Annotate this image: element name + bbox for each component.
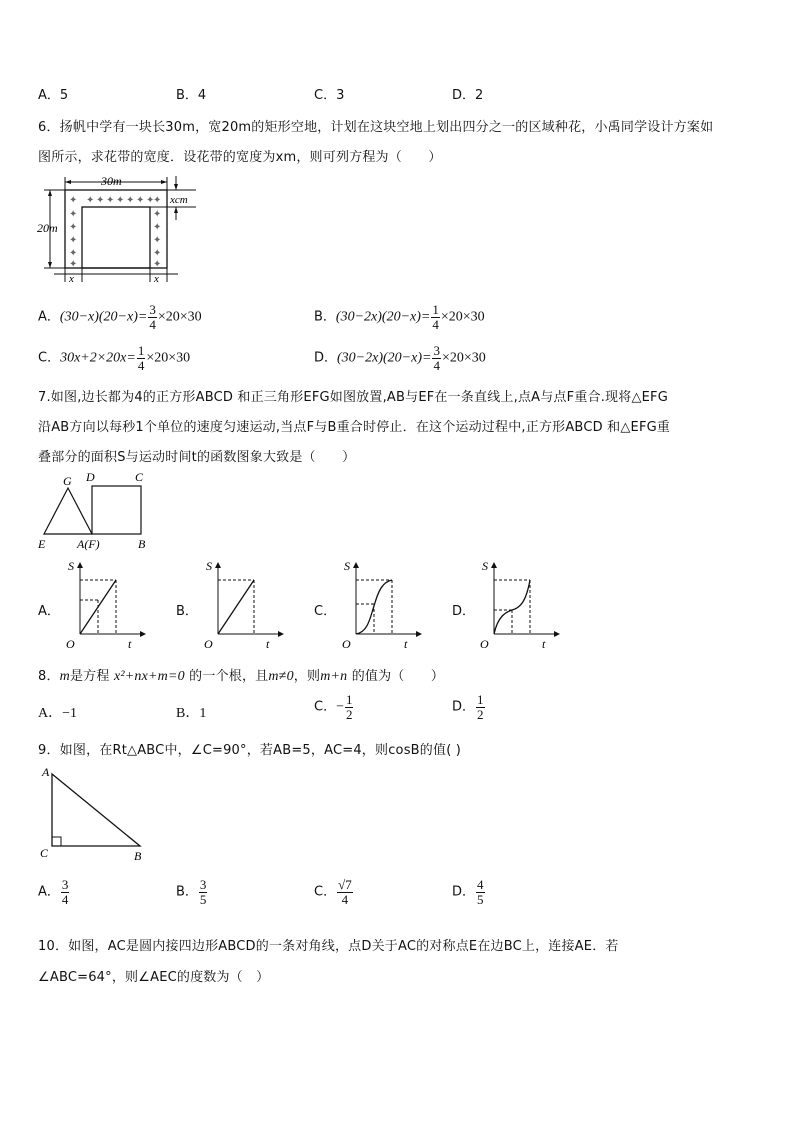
q9-label-c: C xyxy=(40,846,49,860)
q7-square-triangle-figure xyxy=(36,468,166,552)
q9-option-b: B． $\frac{3}{5}$ xyxy=(176,877,207,907)
graph-b-origin: O xyxy=(204,637,213,651)
graph-d-axis-t: t xyxy=(542,637,546,651)
q6-bottom-left-x: x xyxy=(69,273,74,285)
q6-option-b: B．(30−2x)(20−x)= $\frac{1}{4}$ ×20×30 xyxy=(314,302,485,332)
graph-c-origin: O xyxy=(342,637,351,651)
q7-graph-d xyxy=(474,556,564,652)
graph-b-axis-s: S xyxy=(206,559,212,573)
q9-right-triangle-figure xyxy=(36,762,156,866)
q5-option-a: A．5 xyxy=(38,88,69,103)
svg-text:✦: ✦ xyxy=(153,195,162,206)
graph-b-axis-t: t xyxy=(266,637,270,651)
q6-option-d: D．(30−2x)(20−x)= $\frac{3}{4}$ ×20×30 xyxy=(314,343,486,373)
graph-d-axis-s: S xyxy=(482,559,488,573)
q7-stem-line2: 沿AB方向以每秒1个单位的速度匀速运动,当点F与B重合时停止．在这个运动过程中,正方形ABCD 和△EFG重 xyxy=(38,420,671,435)
q7-label-c: C xyxy=(135,470,144,484)
q8-stem: 8．m是方程 x²+nx+m=0 的一个根，且m≠0，则m+n 的值为（ ） xyxy=(38,669,445,684)
svg-text:✦: ✦ xyxy=(96,195,105,206)
q6-top-dimension: 30m xyxy=(101,174,122,188)
q7-graph-c xyxy=(336,556,426,652)
q5-option-b: B．4 xyxy=(176,88,207,103)
svg-text:✦: ✦ xyxy=(69,235,78,246)
q7-label-af: A(F) xyxy=(77,537,100,551)
svg-text:✦: ✦ xyxy=(153,235,162,246)
q6-right-dimension: xcm xyxy=(170,194,188,206)
q7-option-b-label: B． xyxy=(176,604,198,619)
svg-text:✦: ✦ xyxy=(126,195,135,206)
svg-text:✦: ✦ xyxy=(136,195,145,206)
q7-label-g: G xyxy=(63,474,72,488)
q6-option-a: A．(30−x)(20−x)= $\frac{3}{4}$ ×20×30 xyxy=(38,302,202,332)
q6-left-dimension: 20m xyxy=(37,221,58,235)
svg-text:✦: ✦ xyxy=(116,195,125,206)
graph-d-origin: O xyxy=(480,637,489,651)
q9-option-c: C． $\frac{√7}{4}$ xyxy=(314,877,352,907)
q7-label-e: E xyxy=(38,537,46,551)
graph-c-axis-s: S xyxy=(344,559,350,573)
q10-stem-line2: ∠ABC=64°，则∠AEC的度数为（ ） xyxy=(38,970,270,985)
svg-text:✦: ✦ xyxy=(69,195,78,206)
svg-text:✦: ✦ xyxy=(69,259,78,270)
graph-a-origin: O xyxy=(66,637,75,651)
svg-text:✦: ✦ xyxy=(69,248,78,259)
q8-option-a: A．−1 xyxy=(38,706,78,721)
q9-option-d: D． $\frac{4}{5}$ xyxy=(452,877,484,907)
q5-option-d: D．2 xyxy=(452,88,484,103)
svg-text:✦: ✦ xyxy=(153,248,162,259)
q7-graph-a xyxy=(60,556,150,652)
q9-label-b: B xyxy=(134,849,142,863)
q7-graph-b xyxy=(198,556,288,652)
q10-stem-line1: 10．如图，AC是圆内接四边形ABCD的一条对角线，点D关于AC的对称点E在边BC上，连接AE．若 xyxy=(38,939,619,954)
q7-stem-line3: 叠部分的面积S与运动时间t的函数图象大致是（ ） xyxy=(38,450,356,465)
graph-a-axis-t: t xyxy=(128,637,132,651)
svg-text:✦: ✦ xyxy=(69,209,78,220)
svg-text:✦: ✦ xyxy=(146,195,155,206)
graph-a-axis-s: S xyxy=(68,559,74,573)
q9-label-a: A xyxy=(42,765,50,779)
q6-option-c: C．30x+2×20x= $\frac{1}{4}$ ×20×30 xyxy=(38,343,191,373)
q7-label-b: B xyxy=(138,537,146,551)
q8-option-c: C．− $\frac{1}{2}$ xyxy=(314,692,353,722)
q5-option-c: C．3 xyxy=(314,88,345,103)
q7-option-c-label: C． xyxy=(314,604,337,619)
q8-option-b: B．1 xyxy=(176,706,207,721)
q9-option-a: A． $\frac{3}{4}$ xyxy=(38,877,69,907)
q8-option-d: D． $\frac{1}{2}$ xyxy=(452,692,484,722)
svg-text:✦: ✦ xyxy=(153,209,162,220)
q6-stem-line2: 图所示，求花带的宽度．设花带的宽度为xm，则可列方程为（ ） xyxy=(38,150,442,165)
q6-garden-figure xyxy=(36,172,206,286)
q9-stem: 9．如图，在Rt△ABC中，∠C=90°，若AB=5，AC=4，则cosB的值( ) xyxy=(38,743,462,758)
q6-bottom-right-x: x xyxy=(154,273,159,285)
q7-option-a-label: A． xyxy=(38,604,60,619)
svg-text:✦: ✦ xyxy=(153,222,162,233)
svg-text:✦: ✦ xyxy=(106,195,115,206)
q7-option-d-label: D． xyxy=(452,604,476,619)
svg-text:✦: ✦ xyxy=(69,222,78,233)
q6-stem-line1: 6．扬帆中学有一块长30m，宽20m的矩形空地，计划在这块空地上划出四分之一的区域种花，小禹同学设计方案如 xyxy=(38,120,714,135)
svg-text:✦: ✦ xyxy=(86,195,95,206)
graph-c-axis-t: t xyxy=(404,637,408,651)
svg-text:✦: ✦ xyxy=(153,259,162,270)
q7-label-d: D xyxy=(86,470,95,484)
q7-stem-line1: 7.如图,边长都为4的正方形ABCD 和正三角形EFG如图放置,AB与EF在一条直线上,点A与点F重合.现将△EFG xyxy=(38,390,669,405)
